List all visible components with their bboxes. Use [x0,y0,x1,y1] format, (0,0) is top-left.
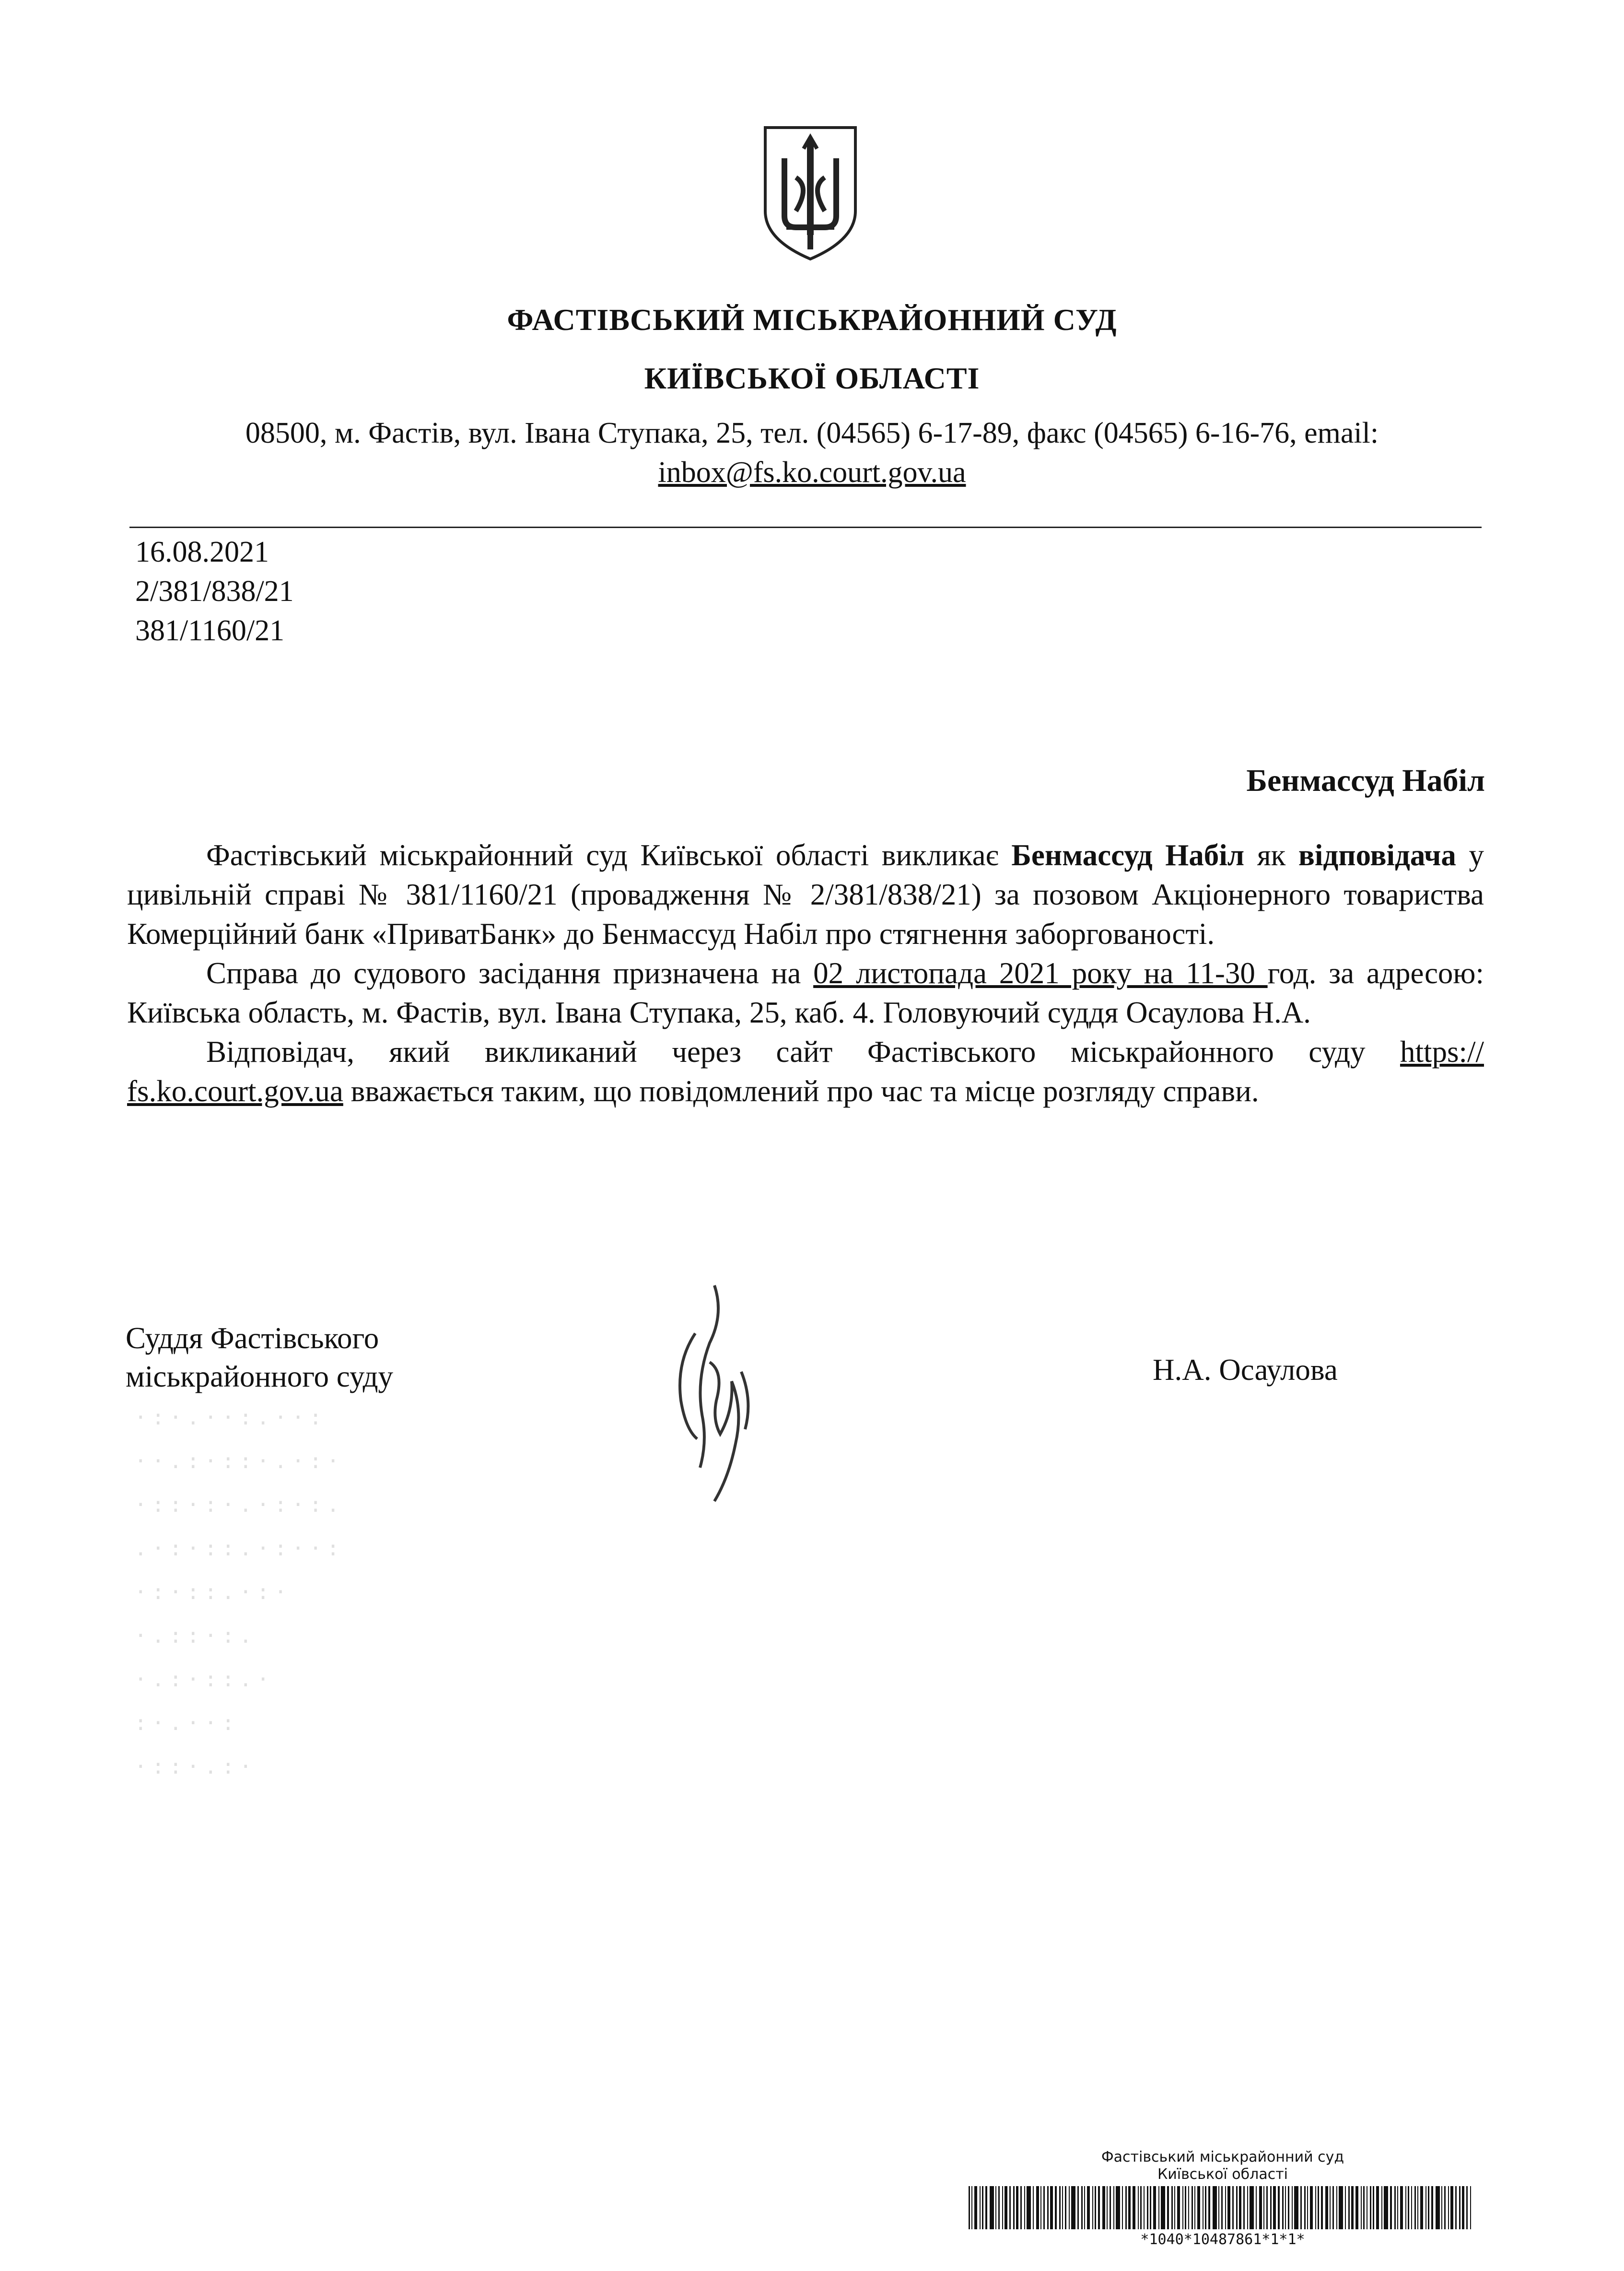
barcode-bar [1462,2186,1464,2229]
barcode-bar [1033,2186,1034,2229]
barcode-bar [1177,2186,1180,2229]
barcode-bar [1300,2186,1302,2229]
barcode-bar [1221,2186,1223,2229]
barcode-bar [1263,2186,1264,2229]
header-divider [129,527,1482,528]
barcode-bar [1098,2186,1100,2229]
barcode-bar [1128,2186,1131,2229]
judge-name: Н.А. Осаулова [1153,1353,1338,1387]
barcode-bar [1122,2186,1123,2229]
barcode-bar [974,2186,977,2229]
defendant-role: відповідача [1298,838,1456,872]
barcode-bar [1236,2186,1238,2229]
barcode-bar [1355,2186,1358,2229]
barcode-bar [1107,2186,1108,2229]
recipient-name: Бенмассуд Набіл [1246,763,1485,798]
barcode-bar [1259,2186,1262,2229]
barcode-bar [1174,2186,1175,2229]
barcode-bar [1310,2186,1313,2229]
barcode-bar [1420,2186,1423,2229]
barcode-bar [990,2186,994,2229]
barcode-bar [1470,2186,1471,2229]
barcode-bar [1150,2186,1151,2229]
barcode-bar [1282,2186,1284,2229]
barcode-bar [1428,2186,1429,2229]
document-references [135,532,294,650]
barcode-bar [1208,2186,1210,2229]
barcode-bar [1414,2186,1416,2229]
judge-title [126,1319,393,1396]
barcode-bar [1455,2186,1457,2229]
hearing-text-a: Справа до судового засідання призначена на [206,956,814,990]
court-name-line2: КИЇВСЬКОЇ ОБЛАСТІ [644,361,980,395]
summons-text-a: Фастівський міськрайонний суд Київської області викликає [206,838,1012,872]
barcode-bar [1243,2186,1245,2229]
barcode-bar [1239,2186,1241,2229]
barcode-bar [1062,2186,1063,2229]
barcode-bar [1133,2186,1135,2229]
barcode-bar [1390,2186,1392,2229]
barcode-bar [1087,2186,1090,2229]
barcode-bar [1158,2186,1159,2229]
barcode-bar [1450,2186,1453,2229]
case-number: 381/1160/21 [135,614,285,647]
faded-mark: ·::·:·.·:·:. [134,1493,344,1517]
barcode-bar [1125,2186,1127,2229]
barcode-bar [1185,2186,1186,2229]
barcode-bar [1110,2186,1111,2229]
barcode-bar [1113,2186,1114,2229]
barcode-bar [1304,2186,1306,2229]
barcode-bar [1332,2186,1334,2229]
barcode-bar [1081,2186,1083,2229]
barcode-bar [1370,2186,1371,2229]
barcode-bar [1116,2186,1120,2229]
barcode-number: *1040*10487861*1*1* [1140,2231,1305,2248]
barcode-bar [1084,2186,1085,2229]
barcode-bar [1330,2186,1331,2229]
barcode-bar [1153,2186,1156,2229]
barcode-bar [1266,2186,1268,2229]
barcode-bar [1436,2186,1440,2229]
faded-mark: ·.:·::.· [134,1667,274,1692]
barcode-bar [1047,2186,1049,2229]
barcode-bar [1417,2186,1418,2229]
barcode-bar [1043,2186,1045,2229]
coat-of-arms-icon [758,120,863,264]
barcode-bar [1411,2186,1412,2229]
defendant-name: Бенмассуд Набіл [1011,838,1245,872]
barcode-bar [1400,2186,1403,2229]
barcode-bar [1036,2186,1039,2229]
barcode-bar [1376,2186,1379,2229]
notice-text-a: Відповідач, який викликаний через сайт Фастівського міськрайонного суду [206,1035,1400,1069]
barcode-bar [1167,2186,1169,2229]
faded-mark: .·:·::.·:··: [134,1536,344,1561]
barcode-bar [1339,2186,1343,2229]
barcode-bar [1218,2186,1219,2229]
barcode-bar [1361,2186,1362,2229]
court-address: 08500, м. Фастів, вул. Івана Ступака, 25, тел. (04565) 6-17-89, факс (04565) 6-16-76, email: [245,417,1379,449]
court-email [0,456,1624,490]
barcode-bar [1459,2186,1460,2229]
faded-mark: ·::·.:· [134,1754,257,1779]
barcode-bar [1065,2186,1066,2229]
hearing-text-b: год. за адресою: Київська область, м. Фастів, вул. Івана Ступака, 25, каб. 4. Головуючий суддя Осаулова Н.А. [127,956,1484,1029]
barcode-bar [1294,2186,1298,2229]
barcode-block [969,2149,1477,2248]
barcode-bar [985,2186,987,2229]
barcode-bar [1013,2186,1015,2229]
barcode-bar [1102,2186,1105,2229]
barcode-bar [1373,2186,1374,2229]
barcode-bar [1055,2186,1057,2229]
barcode-bar [1002,2186,1003,2229]
barcode-bar [1273,2186,1276,2229]
barcode-bar [1009,2186,1011,2229]
barcode-bar [1351,2186,1354,2229]
barcode-bar [1040,2186,1041,2229]
barcode-bar [1397,2186,1398,2229]
barcode-bar [971,2186,972,2229]
barcode-bar [1005,2186,1007,2229]
barcode-bar [1256,2186,1257,2229]
judge-title-line1: Суддя Фастівського [126,1321,379,1355]
paragraph-notice [127,1032,1484,1111]
barcode-bar [980,2186,981,2229]
barcode-bar [1138,2186,1139,2229]
barcode-bar [969,2186,970,2229]
barcode-bar [1213,2186,1217,2229]
barcode-bar [1027,2186,1031,2229]
barcode-bar [1408,2186,1409,2229]
paragraph-summons [127,835,1484,953]
proceeding-number: 2/381/838/21 [135,575,294,608]
email-link[interactable]: inbox@fs.ko.court.gov.ua [658,456,966,489]
barcode-bar [998,2186,1000,2229]
barcode-org-line2: Київської області [1157,2166,1288,2183]
faded-mark: :·.··: [134,1711,239,1735]
barcode-bar [982,2186,983,2229]
barcode-bar [1205,2186,1206,2229]
barcode-bar [1431,2186,1433,2229]
barcode-bar [1140,2186,1142,2229]
barcode-bar [995,2186,996,2229]
barcode-bar [1247,2186,1248,2229]
barcode-icon [969,2186,1477,2229]
barcode-bar [1077,2186,1079,2229]
barcode-bar [1288,2186,1289,2229]
judge-title-line2: міськрайонного суду [126,1360,394,1393]
barcode-bar [1345,2186,1346,2229]
barcode-bar [1227,2186,1230,2229]
barcode-bar [1318,2186,1319,2229]
faded-mark: ·.::·:. [134,1624,257,1648]
faded-stamp-imprint [134,1405,470,1981]
barcode-bar [1441,2186,1442,2229]
summons-text-c: у цивільній справі № 381/1160/21 (провадження № 2/381/838/21) за позовом Акціонерного товариства Комерційний банк «ПриватБанк» до Бенмассуд Набіл про стягнення заборгованості. [127,838,1484,951]
barcode-bar [1321,2186,1323,2229]
summons-text-b: як [1244,838,1298,872]
barcode-bar [1225,2186,1226,2229]
barcode-bar [1285,2186,1286,2229]
court-website-link[interactable]: https:// fs.ko.court.gov.ua [127,1035,1484,1108]
hearing-date: 02 листопада 2021 року на 11-30 [813,956,1268,990]
barcode-bar [1325,2186,1328,2229]
barcode-bar [1092,2186,1093,2229]
barcode-bar [1232,2186,1234,2229]
document-date: 16.08.2021 [135,536,269,568]
letter-body [127,835,1484,1111]
faded-mark: ··.:·::·.·:· [134,1449,344,1473]
barcode-bar [1384,2186,1388,2229]
barcode-bar [1381,2186,1382,2229]
barcode-bar [1315,2186,1316,2229]
paragraph-hearing [127,953,1484,1032]
barcode-bar [1394,2186,1396,2229]
faded-mark: ·:·.··:.··: [134,1405,327,1430]
court-name-line1: ФАСТІВСЬКИЙ МІСЬКРАЙОННИЙ СУД [507,303,1117,337]
barcode-bar [1024,2186,1025,2229]
handwritten-signature [657,1276,767,1506]
barcode-bar [1071,2186,1075,2229]
barcode-bar [1197,2186,1200,2229]
barcode-bar [1194,2186,1195,2229]
barcode-bar [1069,2186,1070,2229]
barcode-bar [1278,2186,1280,2229]
barcode-bar [1144,2186,1145,2229]
barcode-org-line1: Фастівський міськрайонний суд [1101,2149,1344,2165]
barcode-bar [1182,2186,1183,2229]
barcode-bar [1171,2186,1173,2229]
barcode-bar [1466,2186,1468,2229]
barcode-bar [1448,2186,1449,2229]
barcode-bar [1444,2186,1446,2229]
barcode-bar [1250,2186,1254,2229]
barcode-bar [1192,2186,1193,2229]
barcode-bar [1363,2186,1365,2229]
barcode-bar [1050,2186,1053,2229]
barcode-bar [1336,2186,1337,2229]
barcode-bar [1307,2186,1308,2229]
barcode-bar [1188,2186,1189,2229]
barcode-bar [1016,2186,1018,2229]
barcode-bar [1405,2186,1406,2229]
barcode-bar [1161,2186,1165,2229]
barcode-bar [1147,2186,1148,2229]
faded-mark: ·:·::.·:· [134,1580,292,1604]
barcode-bar [1020,2186,1022,2229]
barcode-bar [1425,2186,1426,2229]
barcode-bar [1292,2186,1293,2229]
barcode-bar [1270,2186,1272,2229]
barcode-bar [1095,2186,1096,2229]
barcode-bar [1059,2186,1061,2229]
barcode-bar [1348,2186,1350,2229]
notice-text-b: вважається таким, що повідомлений про час та місце розгляду справи. [343,1074,1259,1108]
